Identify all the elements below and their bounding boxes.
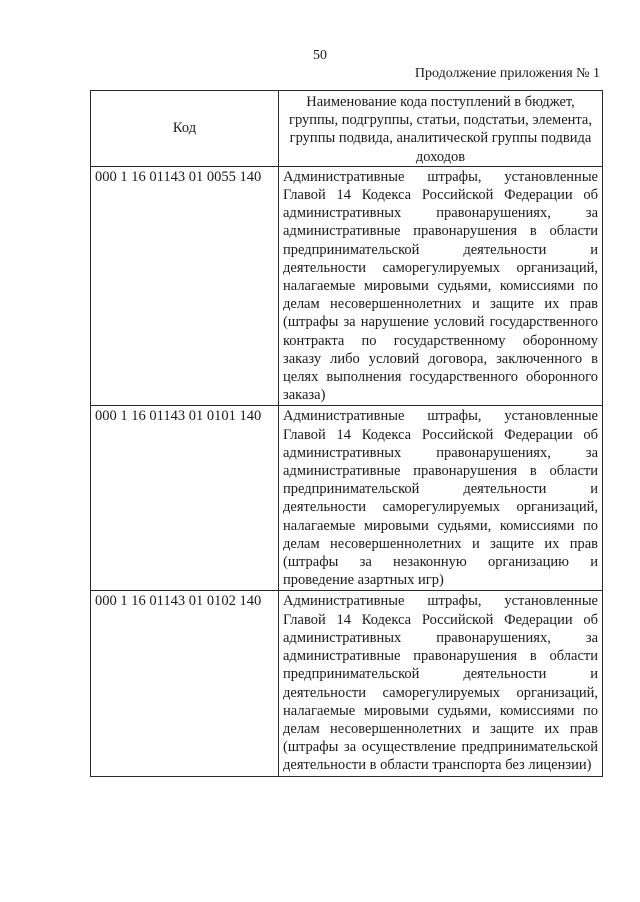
column-header-code: Код [91, 91, 279, 167]
table-row [91, 166, 603, 406]
row-code: 000 1 16 01143 01 0102 140 [91, 591, 279, 776]
column-header-name: Наименование кода поступлений в бюджет, группы, подгруппы, статьи, подстатьи, элемента, группы подвида, аналитической группы подвида доходов [279, 91, 603, 167]
table-row [91, 591, 603, 776]
row-code: 000 1 16 01143 01 0101 140 [91, 406, 279, 591]
row-name: Административные штрафы, установленные Главой 14 Кодекса Российской Федерации об административных правонарушениях, за административные правонарушения в области предпринимательской деятельности и деятельности саморегулируемых организаций, налагаемые мировыми судьями, комиссиями по делам несовершеннолетних и защите их прав (штрафы за осуществление предпринимательской деятельности в области транспорта без лицензии) [279, 591, 603, 776]
revenue-codes-table [90, 90, 603, 777]
continuation-note: Продолжение приложения № 1 [414, 66, 600, 81]
table-row [91, 406, 603, 591]
row-name: Административные штрафы, установленные Главой 14 Кодекса Российской Федерации об административных правонарушениях, за административные правонарушения в области предпринимательской деятельности и деятельности саморегулируемых организаций, налагаемые мировыми судьями, комиссиями по делам несовершеннолетних и защите их прав (штрафы за нарушение условий государственного контракта по государственному оборонному заказу либо условий договора, заключенного в целях выполнения государственного оборонного заказа) [279, 166, 603, 406]
row-name: Административные штрафы, установленные Главой 14 Кодекса Российской Федерации об административных правонарушениях, за административные правонарушения в области предпринимательской деятельности и деятельности саморегулируемых организаций, налагаемые мировыми судьями, комиссиями по делам несовершеннолетних и защите их прав (штрафы за незаконную организацию и проведение азартных игр) [279, 406, 603, 591]
page-number: 50 [313, 48, 327, 63]
row-code: 000 1 16 01143 01 0055 140 [91, 166, 279, 406]
table-header-row [91, 91, 603, 167]
